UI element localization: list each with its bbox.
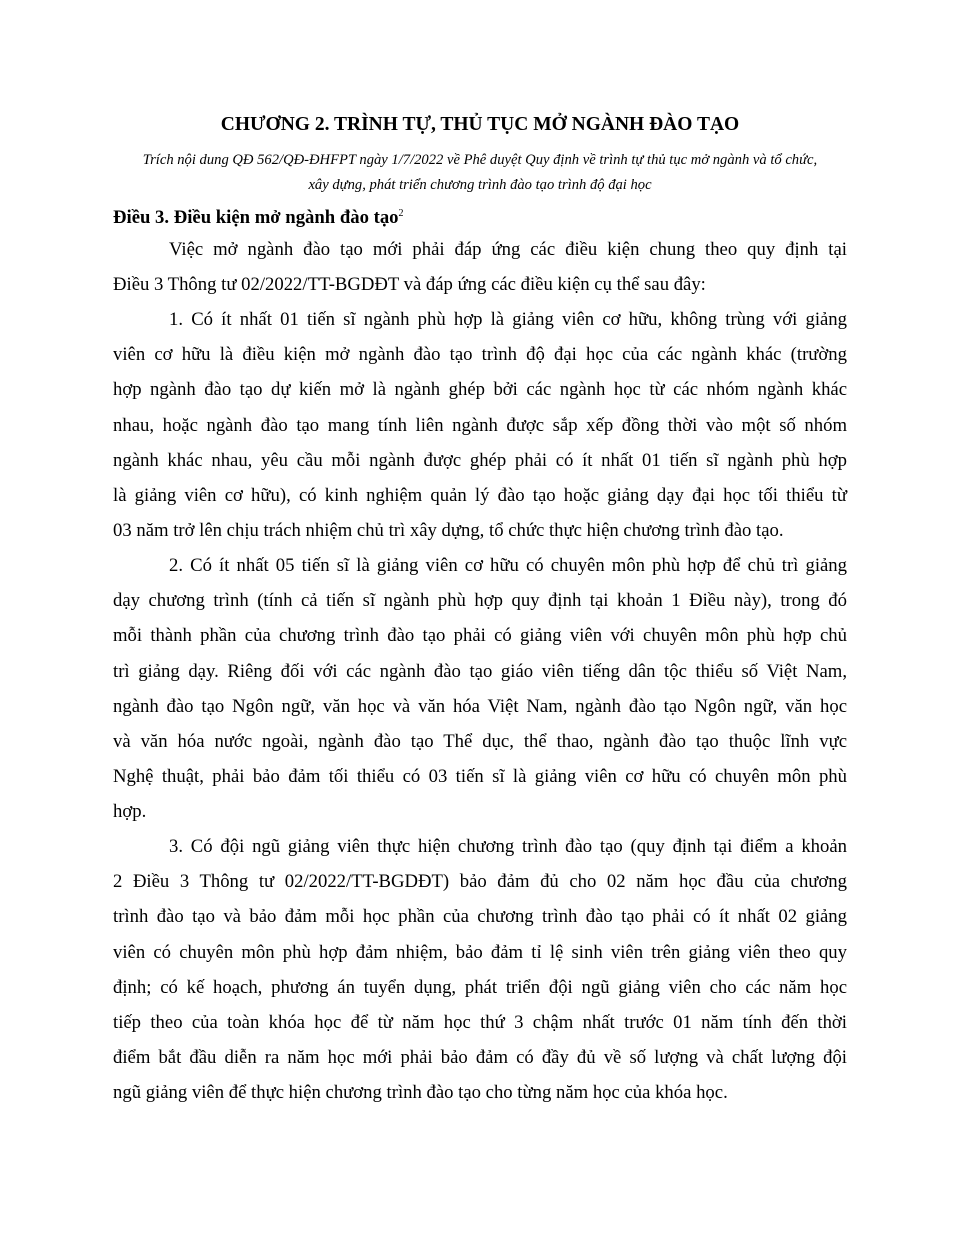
paragraph-line: ngành đào tạo Ngôn ngữ, văn học và văn hóa Việt Nam, ngành đào tạo Ngôn ngữ, văn học (113, 695, 847, 717)
footnote-marker[interactable]: 2 (398, 208, 404, 219)
excerpt-note-line-2: xây dựng, phát triển chương trình đào tạo trình độ đại học (308, 177, 652, 193)
paragraph-line: trình đào tạo và bảo đảm mỗi học phần của chương trình đào tạo phải có ít nhất 02 giảng (113, 906, 847, 928)
paragraph-line: viên cơ hữu là điều kiện mở ngành đào tạo trình độ đại học của các ngành khác (trường (113, 344, 847, 366)
paragraph-line: 3. Có đội ngũ giảng viên thực hiện chương trình đào tạo (quy định tại điểm a khoản (169, 836, 847, 857)
excerpt-note (110, 148, 850, 198)
paragraph-line: hợp. (113, 801, 147, 823)
paragraph-line: Việc mở ngành đào tạo mới phải đáp ứng các điều kiện chung theo quy định tại (169, 239, 847, 260)
paragraph-line: hợp ngành đào tạo dự kiến mở là ngành ghép bởi các ngành học từ các nhóm ngành khác (113, 379, 847, 401)
paragraph-line: điểm bắt đầu diễn ra năm học mới phải bảo đảm có đầy đủ về số lượng và chất lượng đội (113, 1047, 847, 1069)
paragraph-line: dạy chương trình (tính cả tiến sĩ ngành phù hợp quy định tại khoản 1 Điều này), trong đó (113, 590, 847, 612)
paragraph-line: nhau, hoặc ngành đào tạo mang tính liên ngành được sắp xếp đồng thời vào một số nhóm (113, 414, 847, 436)
chapter-title: CHƯƠNG 2. TRÌNH TỰ, THỦ TỤC MỞ NGÀNH ĐÀO TẠO (220, 114, 740, 135)
paragraph-clause-2 (113, 548, 847, 830)
paragraph-line: Điều 3 Thông tư 02/2022/TT-BGDĐT và đáp ứng các điều kiện cụ thể sau đây: (113, 274, 706, 296)
paragraph-line: và văn hóa nước ngoài, ngành đào tạo Thể dục, thể thao, ngành đào tạo thuộc lĩnh vực (113, 731, 847, 753)
paragraph-line: 03 năm trở lên chịu trách nhiệm chủ trì xây dựng, tổ chức thực hiện chương trình đào tạo. (113, 520, 784, 542)
paragraph-line: tiếp theo của toàn khóa học để từ năm học thứ 3 chậm nhất trước 01 năm tính đến thời (113, 1012, 847, 1034)
paragraph-clause-3 (113, 829, 847, 1111)
paragraph-line: ngũ giảng viên để thực hiện chương trình đào tạo cho từng năm học của khóa học. (113, 1082, 728, 1104)
paragraph-line: 2. Có ít nhất 05 tiến sĩ là giảng viên cơ hữu có chuyên môn phù hợp để chủ trì giảng (169, 555, 847, 576)
paragraph-line: mỗi thành phần của chương trình đào tạo phải có giảng viên với chuyên môn phù hợp chủ (113, 625, 847, 647)
paragraph-line: trì giảng dạy. Riêng đối với các ngành đào tạo giáo viên tiếng dân tộc thiểu số Việt Nam, (113, 660, 847, 682)
paragraph-line: ngành khác nhau, yêu cầu mỗi ngành được ghép phải có ít nhất 01 tiến sĩ ngành phù hợp (113, 449, 847, 471)
paragraph-intro (113, 232, 847, 302)
paragraph-clause-1 (113, 302, 847, 548)
paragraph-line: Nghệ thuật, phải bảo đảm tối thiểu có 03 tiến sĩ là giảng viên cơ hữu có chuyên môn phù (113, 766, 847, 788)
excerpt-note-line-1: Trích nội dung QĐ 562/QĐ-ĐHFPT ngày 1/7/2022 về Phê duyệt Quy định về trình tự thủ tục mở ngành và tổ chức, (142, 152, 818, 168)
paragraph-line: là giảng viên cơ hữu), có kinh nghiệm quản lý đào tạo hoặc giảng dạy đại học tối thiểu từ (113, 485, 847, 507)
article-heading-text: Điều 3. Điều kiện mở ngành đào tạo (113, 207, 399, 228)
paragraph-line: viên có chuyên môn phù hợp đảm nhiệm, bảo đảm tỉ lệ sinh viên trên giảng viên theo quy (113, 941, 847, 963)
paragraph-line: 1. Có ít nhất 01 tiến sĩ ngành phù hợp là giảng viên cơ hữu, không trùng với giảng (169, 309, 847, 330)
paragraph-line: 2 Điều 3 Thông tư 02/2022/TT-BGDĐT) bảo đảm đủ cho 02 năm học đầu của chương (113, 871, 847, 893)
article-heading (113, 202, 404, 230)
paragraph-line: định; có kế hoạch, phương án tuyển dụng, phát triển đội ngũ giảng viên cho các năm học (113, 976, 847, 998)
